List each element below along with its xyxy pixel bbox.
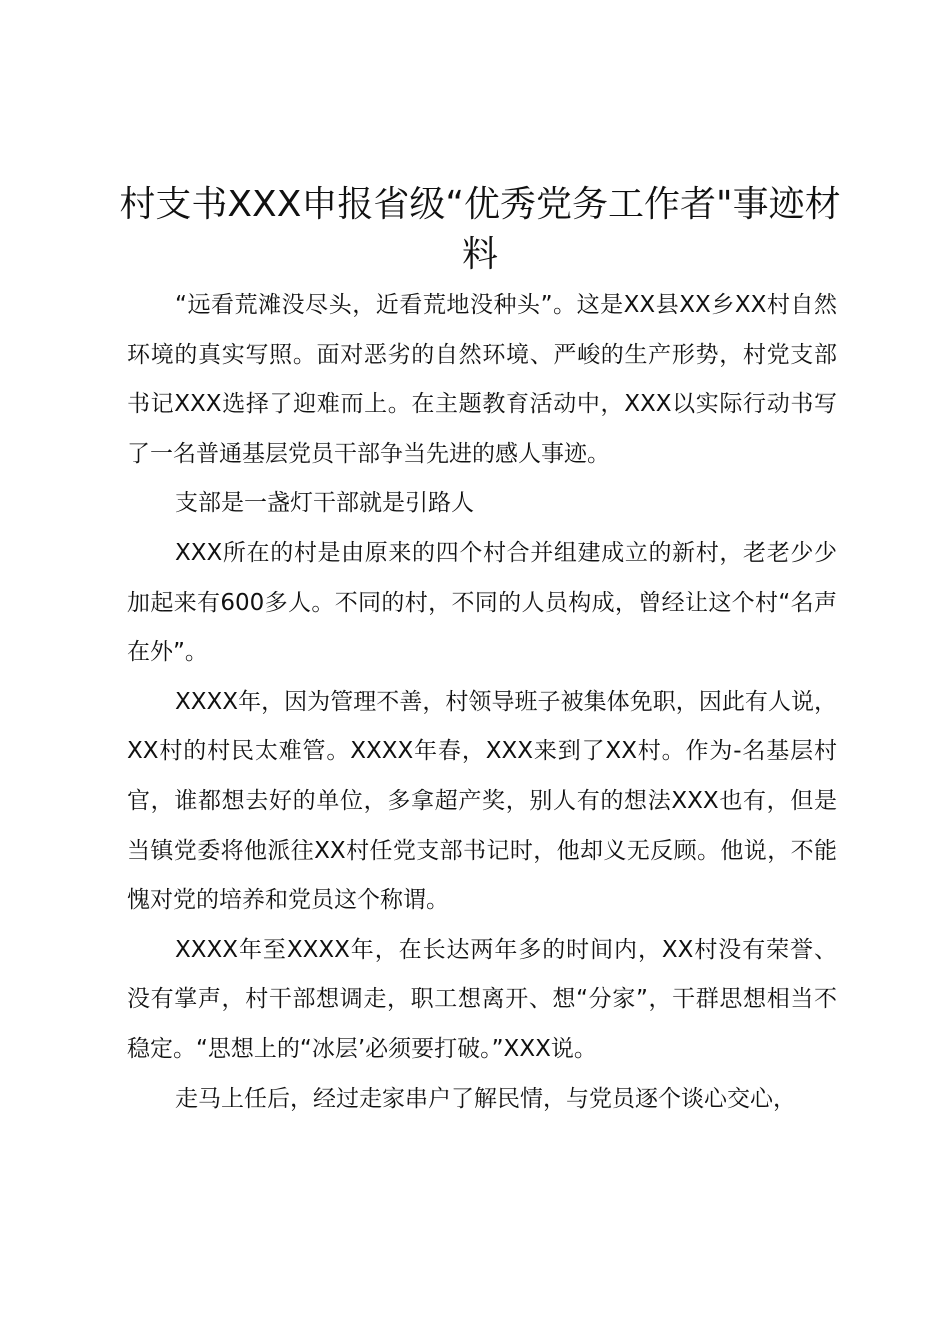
document-title: 村支书XXX申报省级“优秀党务工作者"事迹材料 <box>119 184 841 275</box>
section-heading: 支部是一盏灯干部就是引路人 <box>175 490 474 517</box>
paragraph-appointment: XXXX年，因为管理不善，村领导班子被集体免职，因此有人说，XX村的村民太难管。XXXX年春，XXX来到了XX村。作为-名基层村官，谁都想去好的单位，多拿超产奖，别人有的想法XXX也有，但是当镇党委将他派往XX村任党支部书记时，他却义无反顾。他说，不能愧对党的培养和党员这个称谓。 <box>127 688 837 914</box>
paragraph-situation: XXXX年至XXXX年，在长达两年多的时间内，XX村没有荣誉、没有掌声，村干部想调走，职工想离开、想“分家”，干群思想相当不稳定。“思想上的“冰层’必须要打破。”XXX说。 <box>127 936 837 1062</box>
document-body <box>127 281 837 1124</box>
paragraph-village: XXX所在的村是由原来的四个村合并组建成立的新村，老老少少加起来有600多人。不同的村，不同的人员构成，曾经让这个村“名声在外”。 <box>127 539 837 666</box>
paragraph-continuation: 走马上任后，经过走家串户了解民情，与党员逐个谈心交心， <box>175 1085 796 1112</box>
paragraph-intro: “远看荒滩没尽头，近看荒地没种头”。这是XX县XX乡XX村自然环境的真实写照。面对恶劣的自然环境、严峻的生产形势，村党支部书记XXX选择了迎难而上。在主题教育活动中，XXX以实际行动书写了一名普通基层党员干部争当先进的感人事迹。 <box>127 292 837 467</box>
